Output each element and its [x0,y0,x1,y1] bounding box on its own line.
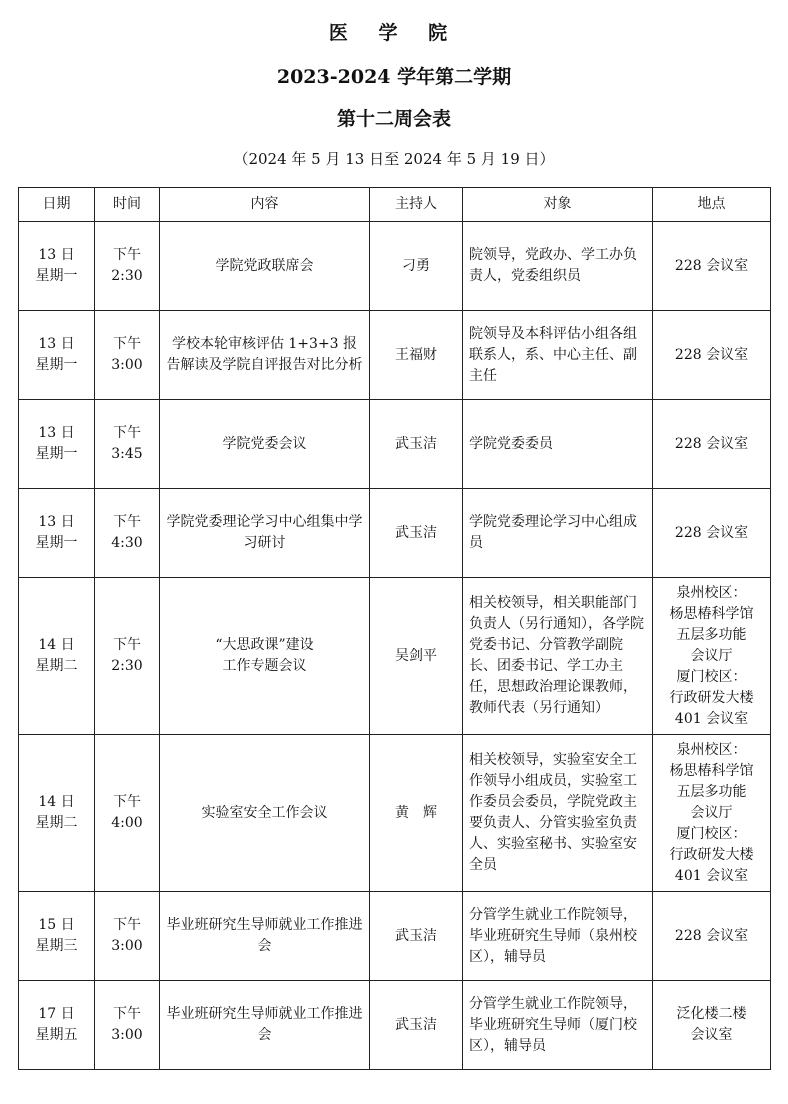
row-time: 下午 3:00 [95,311,160,400]
row-content: 学院党委会议 [160,400,370,489]
row-host: 武玉洁 [370,400,463,489]
row-audience: 院领导，党政办、学工办负责人，党委组织员 [463,222,653,311]
row-content: 毕业班研究生导师就业工作推进会 [160,981,370,1070]
row-content: 学院党委理论学习中心组集中学习研讨 [160,489,370,578]
meeting-schedule-table [18,187,771,1070]
table-row [19,981,771,1070]
header-audience: 对象 [463,188,653,222]
row-time: 下午 2:30 [95,578,160,735]
row-audience: 相关校领导，实验室安全工作领导小组成员，实验室工作委员会委员，学院党政主要负责人、分管实验室负责人、实验室秘书、实验室安全员 [463,735,653,892]
row-date: 13 日 星期一 [19,311,95,400]
row-location: 泉州校区： 杨思椿科学馆 五层多功能 会议厅 厦门校区： 行政研发大楼 401 会议室 [653,735,771,892]
row-content: 毕业班研究生导师就业工作推进会 [160,892,370,981]
row-location: 228 会议室 [653,222,771,311]
row-date: 13 日 星期一 [19,489,95,578]
row-time: 下午 3:45 [95,400,160,489]
row-time: 下午 2:30 [95,222,160,311]
row-date: 14 日 星期二 [19,578,95,735]
row-audience: 学院党委委员 [463,400,653,489]
week-title: 第十二周会表 [336,108,451,130]
row-content: 实验室安全工作会议 [160,735,370,892]
header-host: 主持人 [370,188,463,222]
row-host: 王福财 [370,311,463,400]
header-location: 地点 [653,188,771,222]
row-content: “大思政课”建设 工作专题会议 [160,578,370,735]
date-range: （2024 年 5 月 13 日至 2024 年 5 月 19 日） [233,150,555,168]
row-time: 下午 3:00 [95,981,160,1070]
school-title: 医 学 院 [328,22,460,44]
header-date: 日期 [19,188,95,222]
table-row [19,311,771,400]
row-audience: 学院党委理论学习中心组成员 [463,489,653,578]
row-host: 黄 辉 [370,735,463,892]
table-row [19,578,771,735]
row-host: 武玉洁 [370,892,463,981]
row-audience: 分管学生就业工作院领导，毕业班研究生导师（厦门校区），辅导员 [463,981,653,1070]
row-date: 13 日 星期一 [19,222,95,311]
row-location: 228 会议室 [653,892,771,981]
row-time: 下午 4:00 [95,735,160,892]
table-header-row [19,188,771,222]
header-content: 内容 [160,188,370,222]
header-time: 时间 [95,188,160,222]
semester-title: 2023-2024 学年第二学期 [276,66,512,88]
row-audience: 院领导及本科评估小组各组联系人，系、中心主任、副主任 [463,311,653,400]
row-time: 下午 3:00 [95,892,160,981]
row-host: 刁勇 [370,222,463,311]
table-row [19,735,771,892]
row-host: 武玉洁 [370,981,463,1070]
row-host: 吴剑平 [370,578,463,735]
row-audience: 相关校领导，相关职能部门负责人（另行通知），各学院党委书记、分管教学副院长、团委书记、学工办主任，思想政治理论课教师，教师代表（另行通知） [463,578,653,735]
row-date: 17 日 星期五 [19,981,95,1070]
row-time: 下午 4:30 [95,489,160,578]
table-row [19,489,771,578]
table-row [19,892,771,981]
row-content: 学校本轮审核评估 1+3+3 报告解读及学院自评报告对比分析 [160,311,370,400]
row-host: 武玉洁 [370,489,463,578]
row-content: 学院党政联席会 [160,222,370,311]
row-location: 泉州校区： 杨思椿科学馆 五层多功能 会议厅 厦门校区： 行政研发大楼 401 会议室 [653,578,771,735]
row-location: 228 会议室 [653,400,771,489]
row-date: 15 日 星期三 [19,892,95,981]
row-audience: 分管学生就业工作院领导，毕业班研究生导师（泉州校区），辅导员 [463,892,653,981]
row-location: 228 会议室 [653,311,771,400]
row-location: 228 会议室 [653,489,771,578]
row-date: 14 日 星期二 [19,735,95,892]
table-row [19,400,771,489]
row-location: 泛化楼二楼 会议室 [653,981,771,1070]
table-row [19,222,771,311]
row-date: 13 日 星期一 [19,400,95,489]
